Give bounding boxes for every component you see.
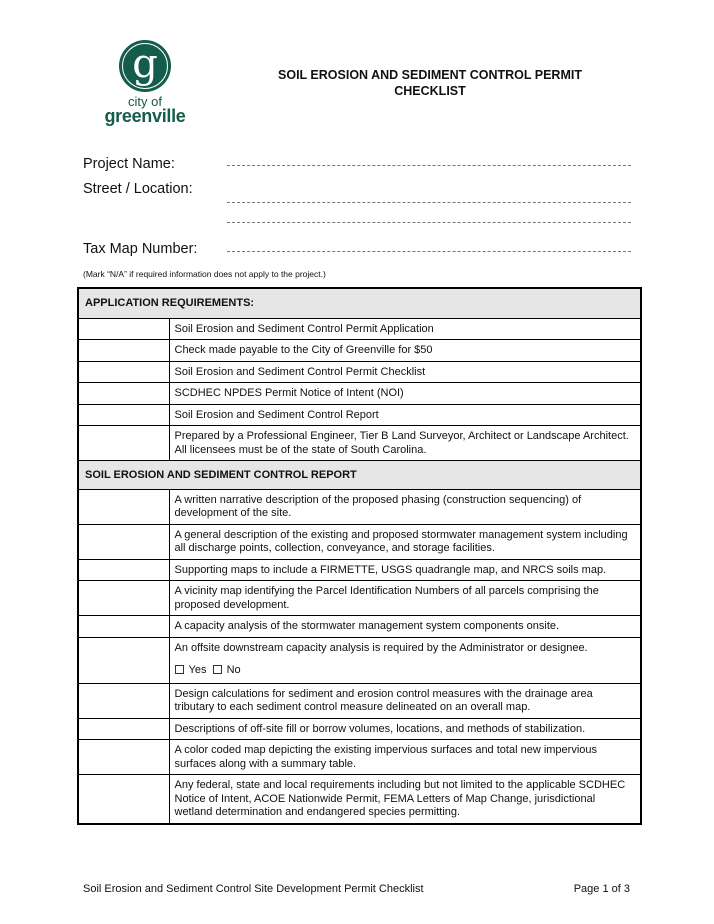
checklist-row — [78, 524, 641, 559]
yes-checkbox-icon[interactable] — [175, 665, 184, 674]
checkbox-cell[interactable] — [78, 383, 169, 405]
city-of-greenville-logo — [100, 40, 190, 126]
checklist-row — [78, 683, 641, 718]
no-checkbox-icon[interactable] — [213, 665, 222, 674]
logo-greenville-text: greenville — [104, 106, 186, 126]
checkbox-cell[interactable] — [78, 426, 169, 461]
checklist-row — [78, 318, 641, 340]
checklist-row — [78, 361, 641, 383]
street-location-field-line2[interactable] — [227, 222, 631, 223]
checklist-row — [78, 559, 641, 581]
project-name-label: Project Name: — [83, 156, 175, 172]
section-header-application-requirements: APPLICATION REQUIREMENTS: — [78, 288, 641, 318]
na-instruction-note: (Mark “N/A” if required information does not apply to the project.) — [83, 269, 326, 279]
checkbox-cell[interactable] — [78, 559, 169, 581]
checkbox-cell[interactable] — [78, 340, 169, 362]
checklist-item-text: A general description of the existing and proposed stormwater management system including all discharge points, collection, conveyance, and storage facilities. — [169, 524, 641, 559]
checklist-row — [78, 581, 641, 616]
checklist-row — [78, 740, 641, 775]
checklist-row — [78, 775, 641, 824]
checkbox-cell[interactable] — [78, 404, 169, 426]
checklist-item-text: A written narrative description of the proposed phasing (construction sequencing) of development of the site. — [169, 489, 641, 524]
checklist-item-text: Supporting maps to include a FIRMETTE, USGS quadrangle map, and NRCS soils map. — [169, 559, 641, 581]
checklist-row — [78, 616, 641, 638]
checklist-item-text: Design calculations for sediment and erosion control measures with the drainage area tributary to each sediment control measure delineated on an overall map. — [169, 683, 641, 718]
permit-checklist-table — [77, 287, 642, 825]
checklist-row — [78, 426, 641, 461]
yes-label: Yes — [188, 664, 207, 676]
checkbox-cell[interactable] — [78, 637, 169, 683]
checklist-item-text: Soil Erosion and Sediment Control Permit Checklist — [169, 361, 641, 383]
checkbox-cell[interactable] — [78, 718, 169, 740]
checkbox-cell[interactable] — [78, 616, 169, 638]
street-location-label: Street / Location: — [83, 181, 193, 197]
checklist-item-text: Any federal, state and local requirements including but not limited to the applicable SCDHEC Notice of Intent, ACOE Nationwide Permit, FEMA Letters of Map Change, jurisdictional wetland determination and endangered species permitting. — [169, 775, 641, 824]
checklist-item-text: Soil Erosion and Sediment Control Report — [169, 404, 641, 426]
logo-g-emblem-icon: g — [119, 40, 171, 92]
checklist-row — [78, 383, 641, 405]
tax-map-number-field[interactable] — [227, 251, 631, 252]
checklist-row — [78, 637, 641, 683]
checklist-item-text: Prepared by a Professional Engineer, Tier B Land Surveyor, Architect or Landscape Architect. All licensees must be of the state of South Carolina. — [169, 426, 641, 461]
project-name-field[interactable] — [227, 165, 631, 166]
checklist-item-text: Check made payable to the City of Greenville for $50 — [169, 340, 641, 362]
footer-page-number: Page 1 of 3 — [573, 883, 630, 895]
section-header-soil-erosion-report: SOIL EROSION AND SEDIMENT CONTROL REPORT — [78, 461, 641, 490]
document-title: SOIL EROSION AND SEDIMENT CONTROL PERMIT CHECKLIST — [278, 68, 582, 98]
checkbox-cell[interactable] — [78, 318, 169, 340]
checkbox-cell[interactable] — [78, 524, 169, 559]
checklist-item-text: A vicinity map identifying the Parcel Identification Numbers of all parcels comprising the proposed development. — [169, 581, 641, 616]
checklist-row — [78, 489, 641, 524]
checkbox-cell[interactable] — [78, 775, 169, 824]
footer-document-name: Soil Erosion and Sediment Control Site Development Permit Checklist — [83, 883, 424, 895]
checklist-row — [78, 340, 641, 362]
checklist-row — [78, 404, 641, 426]
checkbox-cell[interactable] — [78, 740, 169, 775]
street-location-field-line1[interactable] — [227, 202, 631, 203]
checklist-item-text: A color coded map depicting the existing impervious surfaces and total new impervious surfaces along with a summary table. — [169, 740, 641, 775]
yes-no-options — [175, 664, 636, 678]
logo-city-of-text: city of — [128, 94, 162, 109]
checklist-item-text: Descriptions of off-site fill or borrow volumes, locations, and methods of stabilization. — [169, 718, 641, 740]
checkbox-cell[interactable] — [78, 683, 169, 718]
checkbox-cell[interactable] — [78, 581, 169, 616]
checklist-item-text: SCDHEC NPDES Permit Notice of Intent (NOI) — [169, 383, 641, 405]
checkbox-cell[interactable] — [78, 361, 169, 383]
tax-map-number-label: Tax Map Number: — [83, 241, 198, 257]
no-label: No — [226, 664, 241, 676]
checklist-item-text: An offsite downstream capacity analysis is required by the Administrator or designee. Yes No — [169, 637, 641, 683]
checklist-item-text: A capacity analysis of the stormwater management system components onsite. — [169, 616, 641, 638]
checklist-row — [78, 718, 641, 740]
checkbox-cell[interactable] — [78, 489, 169, 524]
checklist-item-text: Soil Erosion and Sediment Control Permit Application — [169, 318, 641, 340]
